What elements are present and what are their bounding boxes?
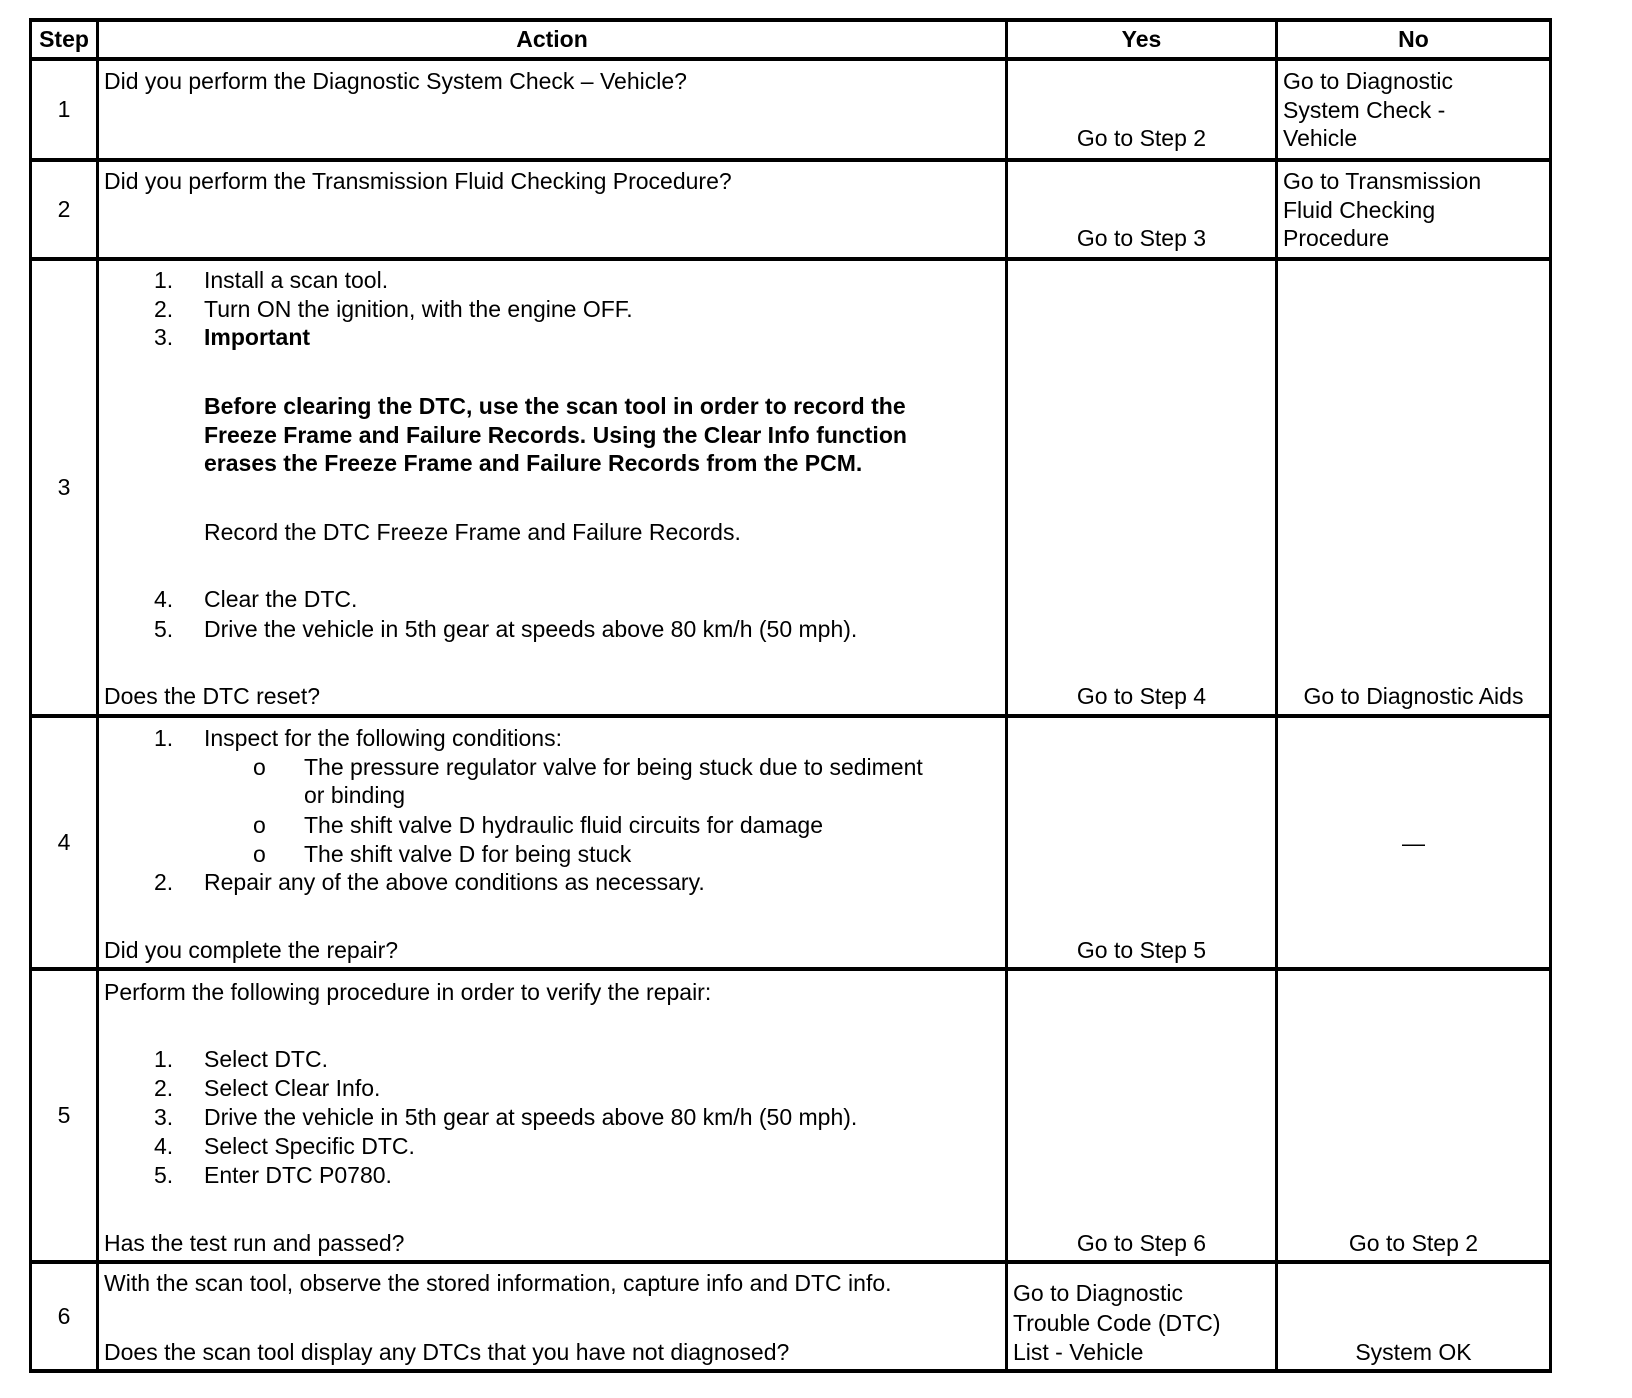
yes-cell xyxy=(1007,59,1277,160)
yes-link[interactable]: Go to Step 5 xyxy=(1076,937,1207,963)
no-link-line[interactable]: Vehicle xyxy=(1283,125,1358,151)
list-item: Turn ON the ignition, with the engine OFF. xyxy=(204,296,633,322)
no-cell xyxy=(1277,59,1551,160)
action-cell xyxy=(98,160,1007,259)
yes-link[interactable]: Go to Step 2 xyxy=(1076,125,1207,151)
action-cell xyxy=(98,969,1007,1262)
question-text: Does the DTC reset? xyxy=(104,683,321,709)
list-item: Select DTC. xyxy=(204,1046,328,1072)
yes-link[interactable]: Go to Step 3 xyxy=(1076,225,1207,251)
action-text: Did you perform the Transmission Fluid Checking Procedure? xyxy=(104,168,732,194)
question-text: Did you complete the repair? xyxy=(104,937,399,963)
header-action: Action xyxy=(98,20,1007,59)
bullet-icon: o xyxy=(253,812,266,838)
list-number: 1. xyxy=(154,267,174,293)
table-row xyxy=(31,59,1551,160)
list-number: 2. xyxy=(154,869,174,895)
intro-text: With the scan tool, observe the stored information, capture info and DTC info. xyxy=(104,1270,892,1296)
step-number: 1 xyxy=(31,59,98,160)
sub-item: or binding xyxy=(304,782,406,808)
action-cell xyxy=(98,1262,1007,1371)
list-item: Drive the vehicle in 5th gear at speeds above 80 km/h (50 mph). xyxy=(204,1104,858,1130)
yes-cell xyxy=(1007,1262,1277,1371)
list-number: 5. xyxy=(154,1162,174,1188)
list-item: Select Clear Info. xyxy=(204,1075,381,1101)
table-row xyxy=(31,1262,1551,1371)
no-link-line[interactable]: Go to Diagnostic xyxy=(1283,68,1454,94)
yes-cell xyxy=(1007,160,1277,259)
bullet-icon: o xyxy=(253,841,266,867)
no-dash: — xyxy=(1402,830,1425,856)
list-item: Drive the vehicle in 5th gear at speeds above 80 km/h (50 mph). xyxy=(204,616,858,642)
list-number: 4. xyxy=(154,1133,174,1159)
action-cell xyxy=(98,59,1007,160)
yes-link-line[interactable]: List - Vehicle xyxy=(1013,1339,1144,1365)
list-item: Repair any of the above conditions as necessary. xyxy=(204,869,705,895)
no-link-line[interactable]: Go to Transmission xyxy=(1283,168,1482,194)
yes-link-line[interactable]: Go to Diagnostic xyxy=(1013,1280,1184,1306)
list-item: Install a scan tool. xyxy=(204,267,389,293)
yes-cell xyxy=(1007,716,1277,969)
list-item: Clear the DTC. xyxy=(204,586,358,612)
important-label: Important xyxy=(204,324,311,350)
no-link[interactable]: Go to Step 2 xyxy=(1348,1230,1479,1256)
table-row xyxy=(31,969,1551,1262)
list-number: 3. xyxy=(154,324,174,350)
no-link-line[interactable]: Procedure xyxy=(1283,225,1390,251)
yes-link[interactable]: Go to Step 6 xyxy=(1076,1230,1207,1256)
list-item: Enter DTC P0780. xyxy=(204,1162,392,1188)
header-yes: Yes xyxy=(1007,20,1277,59)
yes-cell xyxy=(1007,969,1277,1262)
question-text: Has the test run and passed? xyxy=(104,1230,405,1256)
step-number: 2 xyxy=(31,160,98,259)
list-item: Inspect for the following conditions: xyxy=(204,725,562,751)
no-link-line[interactable]: Fluid Checking xyxy=(1283,197,1436,223)
no-cell xyxy=(1277,969,1551,1262)
header-no: No xyxy=(1277,20,1551,59)
important-text: Freeze Frame and Failure Records. Using the Clear Info function xyxy=(204,422,907,448)
no-cell xyxy=(1277,160,1551,259)
no-link[interactable]: Go to Diagnostic Aids xyxy=(1303,683,1524,709)
step-number: 3 xyxy=(31,259,98,716)
yes-cell xyxy=(1007,259,1277,716)
diagnostic-table xyxy=(29,18,1552,1373)
header-step: Step xyxy=(31,20,98,59)
no-link-line[interactable]: System Check - xyxy=(1283,97,1446,123)
record-text: Record the DTC Freeze Frame and Failure Records. xyxy=(204,519,741,545)
list-number: 2. xyxy=(154,1075,174,1101)
step-number: 5 xyxy=(31,969,98,1262)
sub-item: The pressure regulator valve for being stuck due to sediment xyxy=(304,754,923,780)
intro-text: Perform the following procedure in order to verify the repair: xyxy=(104,979,712,1005)
yes-link[interactable]: Go to Step 4 xyxy=(1076,683,1207,709)
table-row xyxy=(31,160,1551,259)
step-number: 6 xyxy=(31,1262,98,1371)
important-text: erases the Freeze Frame and Failure Records from the PCM. xyxy=(204,450,863,476)
list-number: 5. xyxy=(154,616,174,642)
action-cell xyxy=(98,259,1007,716)
list-number: 1. xyxy=(154,725,174,751)
yes-link-line[interactable]: Trouble Code (DTC) xyxy=(1013,1310,1221,1336)
no-cell xyxy=(1277,716,1551,969)
header-row xyxy=(31,20,1551,59)
list-number: 2. xyxy=(154,296,174,322)
step-number: 4 xyxy=(31,716,98,969)
list-number: 3. xyxy=(154,1104,174,1130)
no-cell xyxy=(1277,1262,1551,1371)
list-item: Select Specific DTC. xyxy=(204,1133,415,1159)
action-cell xyxy=(98,716,1007,969)
bullet-icon: o xyxy=(253,754,266,780)
question-text: Does the scan tool display any DTCs that you have not diagnosed? xyxy=(104,1339,790,1365)
sub-item: The shift valve D hydraulic fluid circuits for damage xyxy=(304,812,823,838)
no-cell xyxy=(1277,259,1551,716)
important-text: Before clearing the DTC, use the scan tool in order to record the xyxy=(204,393,906,419)
list-number: 1. xyxy=(154,1046,174,1072)
no-result: System OK xyxy=(1355,1339,1472,1365)
sub-item: The shift valve D for being stuck xyxy=(304,841,632,867)
table-row xyxy=(31,259,1551,716)
list-number: 4. xyxy=(154,586,174,612)
table-row xyxy=(31,716,1551,969)
action-text: Did you perform the Diagnostic System Check – Vehicle? xyxy=(104,68,687,94)
